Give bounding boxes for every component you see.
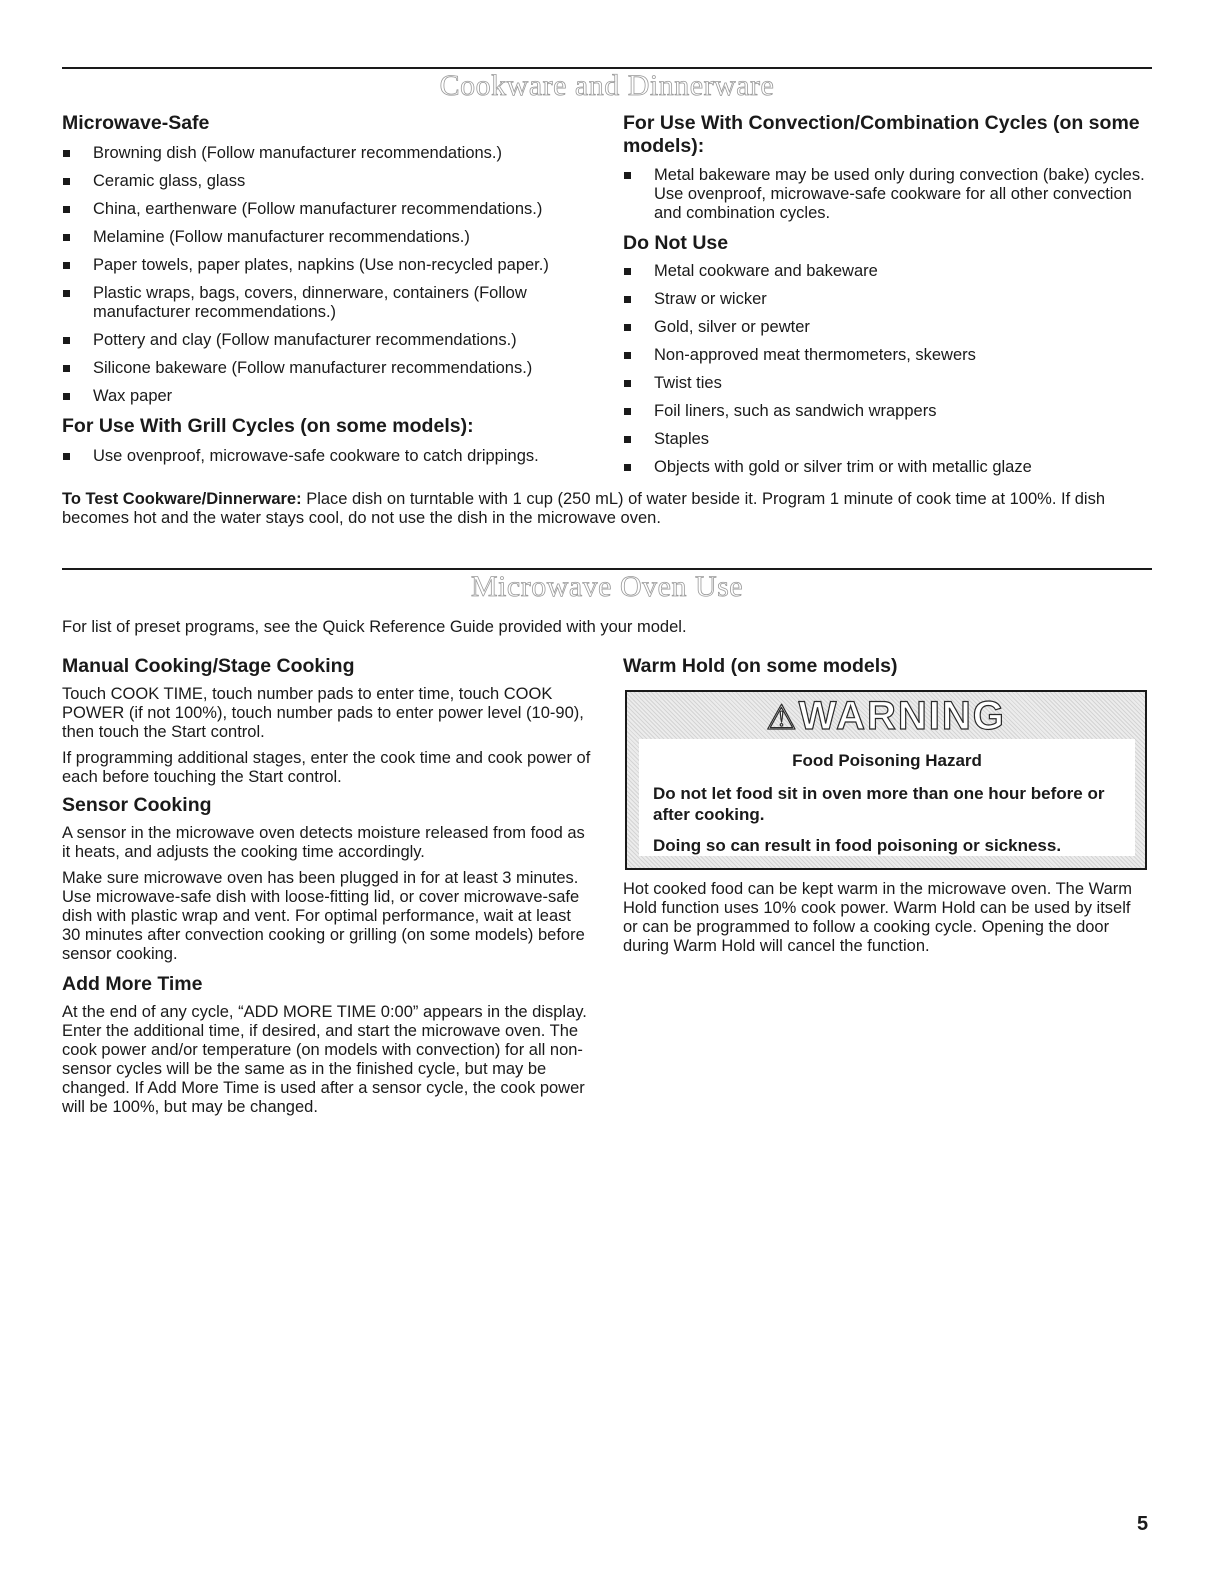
- list-item: Staples: [623, 430, 1153, 449]
- heading-manual-cooking: Manual Cooking/Stage Cooking: [62, 655, 355, 677]
- list-item: Foil liners, such as sandwich wrappers: [623, 402, 1153, 421]
- heading-add-more-time: Add More Time: [62, 973, 203, 995]
- heading-microwave-safe: Microwave-Safe: [62, 112, 210, 134]
- warning-box: [625, 690, 1147, 870]
- list-item: Melamine (Follow manufacturer recommendations.): [62, 228, 597, 247]
- test-cookware-label: To Test Cookware/Dinnerware:: [62, 490, 302, 508]
- section-title-cookware: Cookware and Dinnerware: [439, 69, 775, 102]
- manual-cooking-paragraph: If programming additional stages, enter the cook time and cook power of each before touching the Start control.: [62, 749, 591, 786]
- list-item: Paper towels, paper plates, napkins (Use non-recycled paper.): [62, 256, 597, 275]
- warning-line: Doing so can result in food poisoning or sickness.: [653, 836, 1062, 855]
- list-item: China, earthenware (Follow manufacturer recommendations.): [62, 200, 597, 219]
- warning-body: [639, 739, 1135, 856]
- list-item: Pottery and clay (Follow manufacturer recommendations.): [62, 331, 597, 350]
- list-do-not-use: [623, 262, 1153, 477]
- section-title-microwave-use: Microwave Oven Use: [470, 570, 744, 603]
- test-cookware-note: [62, 490, 1157, 528]
- right-column-cookware: [623, 112, 1153, 486]
- sensor-cooking-paragraph: Make sure microwave oven has been plugged in for at least 3 minutes. Use microwave-safe dish with loose-fitting lid, or cover microwave-safe dish with plastic wrap and vent. For optimal performance, wait at least 30 minutes after convection cooking or grilling (on some models) before sensor cooking.: [62, 869, 585, 963]
- list-item: Ceramic glass, glass: [62, 172, 597, 191]
- heading-sensor-cooking: Sensor Cooking: [62, 794, 212, 816]
- list-convection-cycles: [623, 166, 1153, 223]
- microwave-use-intro: For list of preset programs, see the Quick Reference Guide provided with your model.: [62, 618, 687, 636]
- list-item: Non-approved meat thermometers, skewers: [623, 346, 1153, 365]
- right-column-microwave-use: [623, 655, 1153, 678]
- warning-title: WARNING: [798, 694, 1006, 738]
- heading-do-not-use: Do Not Use: [623, 232, 729, 254]
- left-column-microwave-use: [62, 655, 592, 1117]
- warm-hold-paragraph: Hot cooked food can be kept warm in the microwave oven. The Warm Hold function uses 10% cook power. Warm Hold can be used by itself or can be programmed to follow a cooking cycle. Opening the door during Warm Hold will cancel the function.: [623, 880, 1132, 955]
- warning-header: [627, 692, 1145, 736]
- left-column-cookware: [62, 112, 597, 475]
- list-item: Twist ties: [623, 374, 1153, 393]
- warning-hazard-title: Food Poisoning Hazard: [792, 751, 982, 770]
- list-item: Use ovenproof, microwave-safe cookware to catch drippings.: [62, 447, 597, 466]
- list-item: Metal cookware and bakeware: [623, 262, 1153, 281]
- list-item: Silicone bakeware (Follow manufacturer recommendations.): [62, 359, 597, 378]
- list-grill-cycles: [62, 447, 597, 466]
- add-more-time-paragraph: At the end of any cycle, “ADD MORE TIME 0:00” appears in the display. Enter the additional time, if desired, and start the microwave oven. The cook power and/or temperature (on models with convection) for all non-sensor cycles will be the same as in the finished cycle, but may be changed. If Add More Time is used after a sensor cycle, the cook power will be 100%, but may be changed.: [62, 1003, 587, 1116]
- list-item: Gold, silver or pewter: [623, 318, 1153, 337]
- list-item: Wax paper: [62, 387, 597, 406]
- heading-convection-cycles: For Use With Convection/Combination Cycles (on some models):: [623, 112, 1140, 157]
- warning-line: Do not let food sit in oven more than one hour before or after cooking.: [653, 784, 1105, 824]
- heading-warm-hold: Warm Hold (on some models): [623, 655, 898, 677]
- page-number: 5: [1137, 1513, 1149, 1535]
- list-microwave-safe: [62, 144, 597, 406]
- list-item: Plastic wraps, bags, covers, dinnerware, containers (Follow manufacturer recommendations.): [62, 284, 597, 322]
- list-item: Metal bakeware may be used only during convection (bake) cycles. Use ovenproof, microwave-safe cookware for all other convection and combination cycles.: [623, 166, 1153, 223]
- warning-triangle-icon: ⚠: [766, 699, 799, 737]
- test-cookware-text: Place dish on turntable with 1 cup (250 mL) of water beside it. Program 1 minute of cook time at 100%. If dish becomes hot and the water stays cool, do not use the dish in the microwave oven.: [62, 490, 1106, 527]
- list-item: Browning dish (Follow manufacturer recommendations.): [62, 144, 597, 163]
- list-item: Straw or wicker: [623, 290, 1153, 309]
- manual-cooking-paragraph: Touch COOK TIME, touch number pads to enter time, touch COOK POWER (if not 100%), touch number pads to enter power level (10-90), then touch the Start control.: [62, 685, 584, 741]
- list-item: Objects with gold or silver trim or with metallic glaze: [623, 458, 1153, 477]
- sensor-cooking-paragraph: A sensor in the microwave oven detects moisture released from food as it heats, and adjusts the cooking time accordingly.: [62, 824, 585, 861]
- heading-grill-cycles: For Use With Grill Cycles (on some models):: [62, 415, 474, 437]
